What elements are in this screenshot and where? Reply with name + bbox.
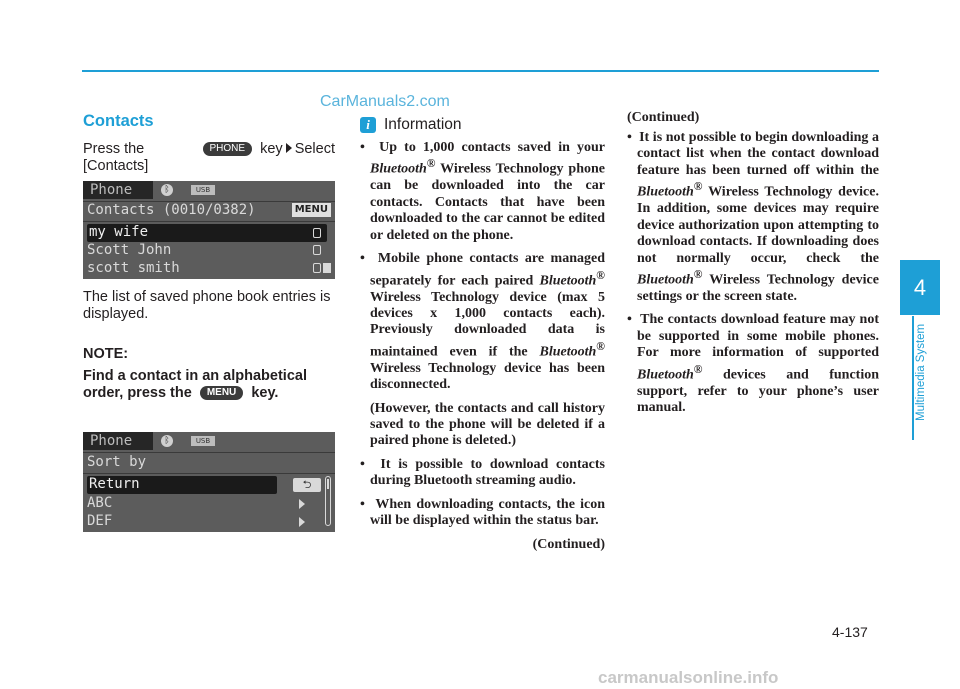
bullet-text: Wireless Technology device settings or the screen state.: [637, 272, 879, 304]
information-header: [360, 116, 605, 134]
note-text: [83, 368, 335, 402]
bluetooth-brand: Bluetooth: [539, 273, 597, 289]
registered-mark: ®: [693, 267, 703, 281]
bullet-text: It is not possible to begin downloading a contact list when the contact download feature has been turned off within the: [637, 130, 879, 178]
bullet-text: It is possible to download contacts during Bluetooth streaming audio.: [370, 456, 606, 489]
bullet-text: Wireless Technology device. In addition, some devices may require device authorization upon attempting to download contacts. If downloading does not normally occur, check the: [637, 184, 879, 266]
bullet-text: Wireless Technology device has been disconnected.: [370, 360, 605, 393]
bluetooth-icon: ᛒ: [161, 184, 173, 196]
sort-row: Return: [87, 476, 277, 494]
info-subparagraph: (However, the contacts and call history saved to the phone will be deleted if a paired phone is deleted.): [370, 400, 605, 449]
return-arrow-icon: ⮌: [293, 478, 321, 492]
bullet-text: Up to 1,000 contacts saved in your: [379, 140, 606, 155]
header-rule: [82, 70, 879, 72]
note-title: NOTE:: [83, 346, 129, 362]
continued-label: (Continued): [627, 110, 700, 125]
chevron-right-icon: [299, 499, 305, 509]
bluetooth-brand: Bluetooth: [637, 184, 694, 200]
contact-row: my wife: [87, 224, 327, 242]
contact-row: scott smith: [87, 260, 180, 276]
bluetooth-brand: Bluetooth: [539, 344, 597, 360]
info-bullet: • Up to 1,000 contacts saved in your Bluetooth® Wireless Technology phone can be downloaded into the car contacts. Contacts that have been downloaded to the car cannot be edited or deleted on the phone.: [360, 140, 606, 243]
registered-mark: ®: [693, 362, 703, 376]
information-title: Information: [384, 116, 462, 133]
bluetooth-icon: ᛒ: [161, 435, 173, 447]
contacts-screen: [83, 181, 335, 279]
screen-title: Phone: [83, 181, 153, 199]
note-block: [83, 346, 335, 402]
registered-mark: ®: [693, 180, 703, 194]
bluetooth-brand: Bluetooth: [370, 162, 427, 178]
sim-icon: [323, 263, 331, 273]
usb-icon: USB: [191, 185, 215, 195]
watermark-bottom: carmanualsonline.info: [598, 668, 779, 687]
info-icon: i: [360, 117, 376, 133]
registered-mark: ®: [596, 268, 605, 282]
phone-icon: [313, 228, 321, 238]
info-bullet: • When downloading contacts, the icon will be displayed within the status bar.: [360, 496, 606, 529]
note-text-part: key.: [251, 385, 279, 401]
chevron-right-icon: [299, 517, 305, 527]
list-description: The list of saved phone book entries is displayed.: [83, 289, 331, 322]
info-bullet: • Mobile phone contacts are managed separately for each paired Bluetooth® Wireless Technology device (max 5 devices x 1,000 contacts each). Previously downloaded data is maintained even if the Bluetooth® Wireless Technology device has been disconnected.: [360, 251, 605, 393]
bullet-text: The contacts download feature may not be supported in some mobile phones. For more information of supported: [637, 312, 880, 361]
screen-header: Contacts (0010/0382): [87, 202, 256, 218]
press-text: Press the: [83, 141, 145, 157]
phone-icon: [313, 263, 321, 273]
select-text: Select: [294, 141, 335, 157]
phone-icon: [313, 245, 321, 255]
info-bullet: • It is not possible to begin downloading a contact list when the contact download feature has been turned off within the Bluetooth® Wireless Technology device. In addition, some devices may require device authorization upon attempting to download contacts. If downloading does not normally occur, check the Bluetooth® Wireless Technology device settings or the screen state.: [627, 130, 879, 304]
bullet-text: Mobile phone contacts are managed separately for each paired: [370, 251, 605, 289]
key-text: key: [260, 141, 283, 157]
scrollbar: [325, 476, 331, 526]
arrow-right-icon: [286, 143, 292, 153]
select-item: [Contacts]: [83, 158, 149, 174]
screen-title: Phone: [83, 432, 153, 450]
info-bullet: • It is possible to download contacts during Bluetooth streaming audio.: [360, 456, 606, 489]
sort-row: ABC: [87, 495, 113, 511]
menu-key-icon: MENU: [200, 386, 243, 400]
screen-divider: [83, 452, 335, 453]
note-text-part: Find a contact in an alphabetical order, press the: [83, 368, 307, 401]
contacts-column: [83, 112, 335, 175]
bullet-text: Wireless Technology device (max 5 devices x 1,000 contacts each). Previously downloaded data is maintained even if the: [370, 289, 605, 360]
menu-badge: MENU: [292, 203, 331, 217]
bluetooth-brand: Bluetooth: [637, 272, 694, 288]
continued-label: (Continued): [532, 536, 605, 552]
watermark-top: CarManuals2.com: [320, 93, 450, 110]
contacts-heading: Contacts: [83, 112, 154, 130]
information-column: [360, 116, 605, 553]
press-instruction: [83, 141, 335, 158]
bluetooth-brand: Bluetooth: [637, 367, 694, 383]
usb-icon: USB: [191, 436, 215, 446]
screen-header: Sort by: [87, 454, 147, 470]
chapter-rule: [912, 316, 914, 440]
bullet-text: devices and function support, refer to your phone’s user manual.: [637, 367, 879, 416]
sort-row: DEF: [87, 513, 113, 529]
bullet-text: When downloading contacts, the icon will be displayed within the status bar.: [370, 496, 606, 529]
registered-mark: ®: [596, 339, 605, 353]
bullet-text: Wireless Technology phone can be downloaded into the car contacts. Contacts that have been downloaded to the car cannot be edited or deleted on the phone.: [370, 162, 605, 243]
page-number: 4-137: [832, 624, 868, 640]
screen-divider: [83, 473, 335, 474]
info-bullet: • The contacts download feature may not be supported in some mobile phones. For more information of supported Bluetooth® devices and function support, refer to your phone’s user manual.: [627, 312, 880, 416]
scroll-thumb: [327, 479, 329, 489]
screen-divider: [83, 221, 335, 222]
chapter-label: Multimedia System: [915, 323, 927, 421]
phone-key-icon: PHONE: [203, 142, 253, 156]
continued-column: [627, 110, 879, 423]
sort-screen: [83, 432, 335, 532]
registered-mark: ®: [426, 157, 436, 171]
contact-row: Scott John: [87, 242, 172, 258]
chapter-tab: 4: [900, 260, 940, 315]
